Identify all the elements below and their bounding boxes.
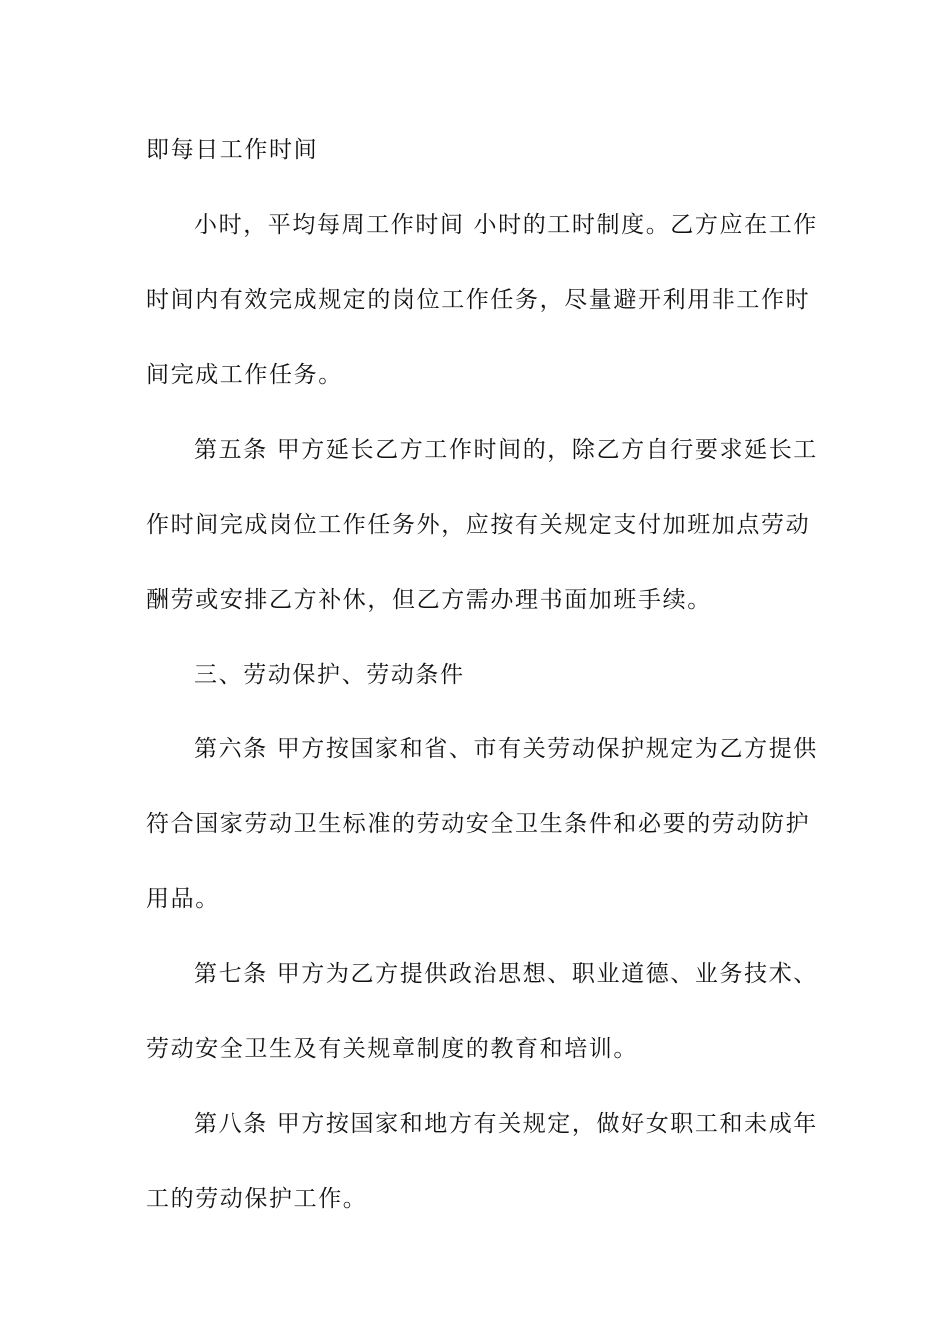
text-line: 用品。 [146,886,220,912]
text-line: 时间内有效完成规定的岗位工作任务，尽量避开利用非工作时 [146,287,811,313]
text-line: 间完成工作任务。 [146,362,343,388]
text-line: 作时间完成岗位工作任务外，应按有关规定支付加班加点劳动 [146,512,811,538]
article-7-first-line: 第七条 甲方为乙方提供政治思想、职业道德、业务技术、 [194,961,818,987]
text-line: 劳动安全卫生及有关规章制度的教育和培训。 [146,1036,638,1062]
text-line: 符合国家劳动卫生标准的劳动安全卫生条件和必要的劳动防护 [146,811,811,837]
text-line: 即每日工作时间 [146,137,319,163]
text-line: 工的劳动保护工作。 [146,1186,368,1212]
article-5-first-line: 第五条 甲方延长乙方工作时间的，除乙方自行要求延长工 [194,437,818,463]
paragraph-first-line: 小时，平均每周工作时间 小时的工时制度。乙方应在工作 [194,212,818,238]
text-line: 酬劳或安排乙方补休，但乙方需办理书面加班手续。 [146,587,712,613]
section-heading: 三、劳动保护、劳动条件 [194,662,465,688]
article-8-first-line: 第八条 甲方按国家和地方有关规定，做好女职工和未成年 [194,1111,818,1137]
article-6-first-line: 第六条 甲方按国家和省、市有关劳动保护规定为乙方提供 [194,736,818,762]
